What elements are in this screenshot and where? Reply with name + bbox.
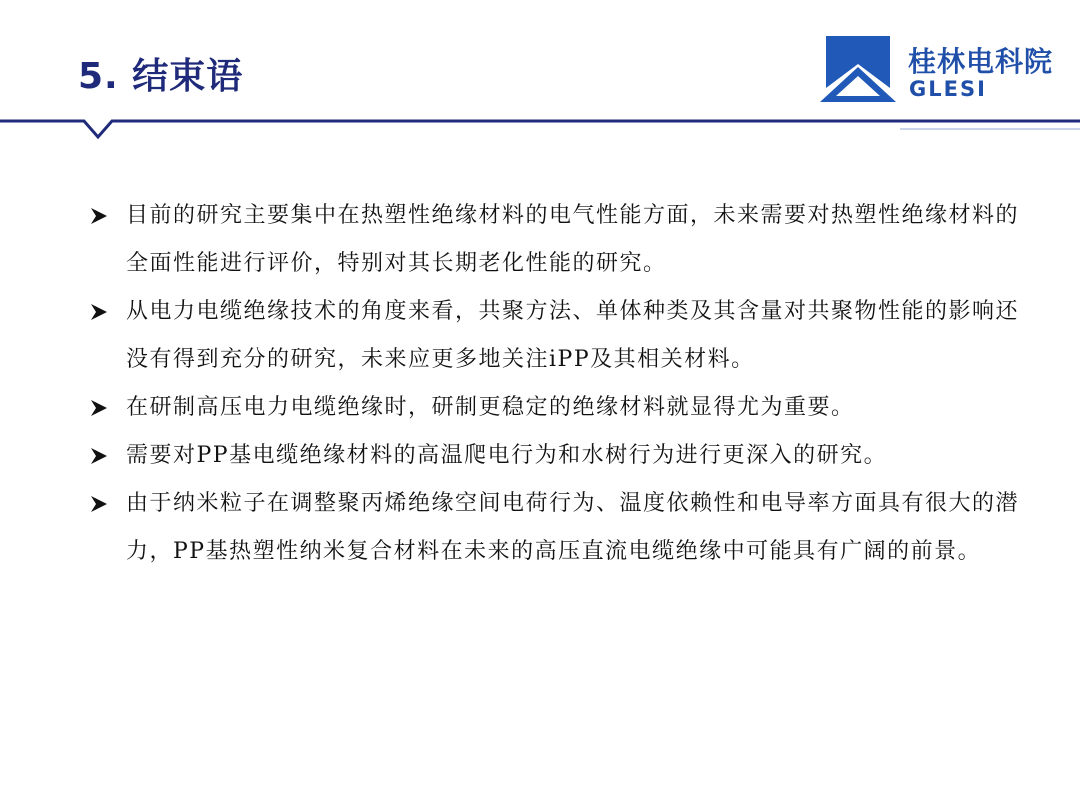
list-item <box>90 288 1030 384</box>
list-item-text: 从电力电缆绝缘技术的角度来看，共聚方法、单体种类及其含量对共聚物性能的影响还没有得到充分的研究，未来应更多地关注iPP及其相关材料。 <box>126 299 1020 372</box>
list-item-text: 由于纳米粒子在调整聚丙烯绝缘空间电荷行为、温度依赖性和电导率方面具有很大的潜力，PP基热塑性纳米复合材料在未来的高压直流电缆绝缘中可能具有广阔的前景。 <box>126 491 1020 564</box>
arrow-bullet-icon <box>90 495 108 513</box>
list-item <box>90 432 1030 480</box>
conclusion-list <box>90 192 1030 576</box>
list-item <box>90 192 1030 288</box>
list-item-text: 在研制高压电力电缆绝缘时，研制更稳定的绝缘材料就显得尤为重要。 <box>126 395 855 420</box>
arrow-bullet-icon <box>90 303 108 321</box>
glesi-logo <box>818 36 1058 106</box>
list-item <box>90 384 1030 432</box>
list-item <box>90 480 1030 576</box>
list-item-text: 需要对PP基电缆绝缘材料的高温爬电行为和水树行为进行更深入的研究。 <box>126 443 888 468</box>
logo-chinese-name: 桂林电科院 <box>908 45 1054 78</box>
page-title: 5. 结束语 <box>78 56 244 97</box>
arrow-bullet-icon <box>90 399 108 417</box>
header-divider <box>0 108 1080 142</box>
list-item-text: 目前的研究主要集中在热塑性绝缘材料的电气性能方面，未来需要对热塑性绝缘材料的全面性能进行评价，特别对其长期老化性能的研究。 <box>126 203 1020 276</box>
arrow-bullet-icon <box>90 447 108 465</box>
logo-english-name: GLESI <box>909 77 987 101</box>
arrow-bullet-icon <box>90 207 108 225</box>
glesi-logo-mark-icon <box>818 36 898 102</box>
